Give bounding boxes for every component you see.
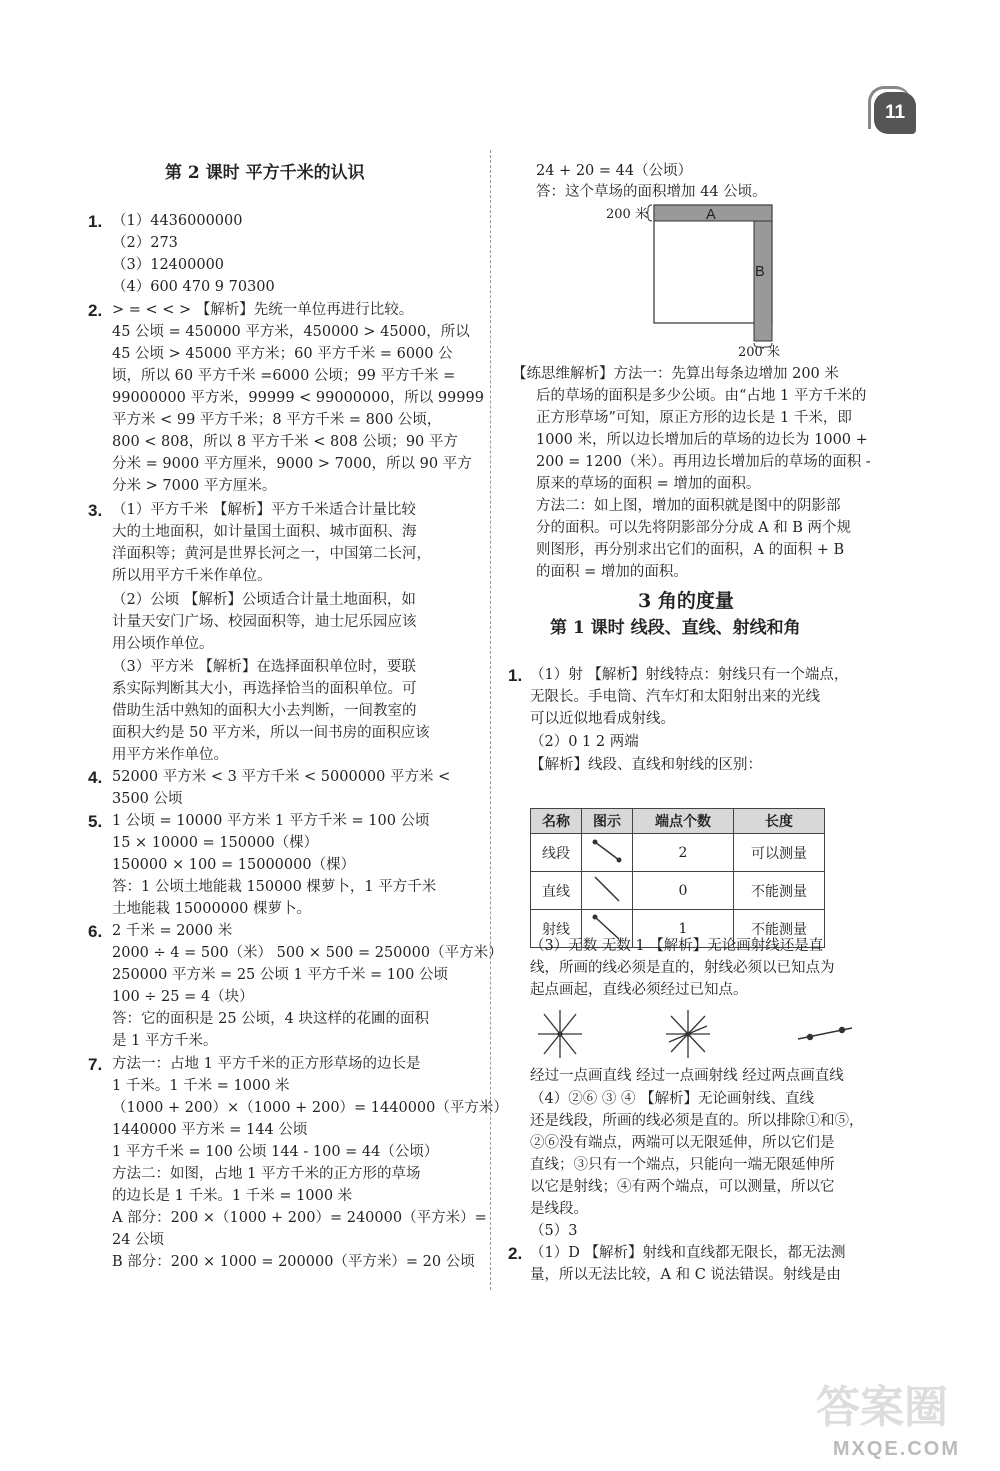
- row-length: 可以测量: [734, 834, 825, 872]
- q2-line: 平方米 < 99 平方千米；8 平方千米 = 800 公顷，: [112, 412, 442, 428]
- q7-line: 24 公顷: [112, 1232, 165, 1248]
- q6-number: 6.: [88, 922, 103, 941]
- r-q1-number: 1.: [508, 666, 523, 685]
- r-q1c-line: 直线；③只有一个端点，只能向一端无限延伸所: [530, 1157, 835, 1173]
- q5-line: 答：1 公顷土地能栽 150000 棵萝卜，1 平方千米: [112, 879, 437, 895]
- label-a: A: [706, 207, 716, 223]
- segment-illustration: [582, 834, 633, 872]
- analysis-line: 后的草场的面积是多少公顷。由“占地 1 平方千米的: [536, 388, 867, 404]
- q5-line: 土地能栽 15000000 棵萝卜。: [112, 901, 312, 917]
- q1-line: （2）273: [112, 235, 178, 251]
- q2-line: 45 公顷 > 45000 平方米；60 平方千米 = 6000 公: [112, 346, 453, 362]
- row-length: 不能测量: [734, 910, 825, 948]
- watermark-url: MXQE.COM: [832, 1438, 960, 1460]
- q7-line: 方法一：占地 1 平方千米的正方形草场的边长是: [112, 1056, 421, 1072]
- table-row: [531, 872, 825, 910]
- table-header: 端点个数: [633, 809, 734, 834]
- table-header: 长度: [734, 809, 825, 834]
- analysis-line: 正方形草场”可知，原正方形的边长是 1 千米，即: [536, 410, 852, 426]
- q7-line: 的边长是 1 千米。1 千米 = 1000 米: [112, 1188, 353, 1204]
- q7-line: 1 平方千米 = 100 公顷 144 - 100 = 44（公顷）: [112, 1144, 439, 1160]
- analysis-line: 的面积 = 增加的面积。: [536, 564, 688, 580]
- q5-line: 15 × 10000 = 150000（棵）: [112, 835, 319, 851]
- q7-line: 1 千米。1 千米 = 1000 米: [112, 1078, 290, 1094]
- r-q1c-line: ②⑥没有端点，两端可以无限延伸，所以它们是: [530, 1135, 835, 1151]
- q2-line: > = < < > 【解析】先统一单位再进行比较。: [112, 302, 414, 318]
- q4-line: 52000 平方米 < 3 平方千米 < 5000000 平方米 <: [112, 769, 451, 785]
- q3-line: 面积大约是 50 平方米，所以一间书房的面积应该: [112, 725, 430, 741]
- q5-number: 5.: [88, 812, 103, 831]
- q3-line: 洋面积等；黄河是世界长河之一，中国第二长河，: [112, 546, 431, 562]
- q2-line: 分米 = 9000 平方厘米，9000 > 7000，所以 90 平方: [112, 456, 472, 472]
- table-header: 图示: [582, 809, 633, 834]
- r-q1c-line: 以它是射线；④有两个端点，可以测量，所以它: [530, 1179, 835, 1195]
- q1-number: 1.: [88, 212, 103, 231]
- q2-line: 顷，所以 60 平方千米 =6000 公顷；99 平方千米 =: [112, 368, 456, 384]
- page-number: 11: [874, 92, 916, 134]
- q7-line: 1440000 平方米 = 144 公顷: [112, 1122, 308, 1138]
- r-q2-line: 量，所以无法比较，A 和 C 说法错误。射线是由: [530, 1267, 841, 1283]
- q3-line: （1）平方千米 【解析】平方千米适合计量比较: [112, 502, 416, 518]
- rays-from-one-point: [666, 1010, 710, 1058]
- r-q1b-line: （3）无数 无数 1 【解析】无论画射线还是直: [530, 938, 824, 954]
- row-count: 1: [633, 910, 734, 948]
- q3-line: （3）平方米 【解析】在选择面积单位时，要联: [112, 659, 416, 675]
- q7-line: B 部分：200 × 1000 = 200000（平方米）= 20 公顷: [112, 1254, 475, 1270]
- r-q1b-line: 线，所画的线必须是直的，射线必须以已知点为: [530, 960, 835, 976]
- illustration-caption: 经过一点画直线 经过一点画射线 经过两点画直线: [530, 1068, 844, 1084]
- r-q1-line: 无限长。手电筒、汽车灯和太阳射出来的光线: [530, 689, 820, 705]
- table-row: [531, 834, 825, 872]
- line-drawing-illustrations: [530, 1006, 870, 1066]
- line-illustration: [582, 872, 633, 910]
- q4-line: 3500 公顷: [112, 791, 183, 807]
- table-header-row: [531, 809, 825, 834]
- r-q2-number: 2.: [508, 1244, 523, 1263]
- r-q1-line: 可以近似地看成射线。: [530, 711, 675, 727]
- r-q1c-line: 是线段。: [530, 1201, 588, 1217]
- q6-line: 2000 ÷ 4 = 500（米） 500 × 500 = 250000（平方米）: [112, 945, 503, 961]
- q3-line: 系实际判断其大小，再选择恰当的面积单位。可: [112, 681, 417, 697]
- lesson-title: 第 1 课时 线段、直线、射线和角: [550, 618, 801, 638]
- q3-number: 3.: [88, 501, 103, 520]
- q2-line: 45 公顷 = 450000 平方米，450000 > 45000，所以: [112, 324, 470, 340]
- table-header: 名称: [531, 809, 582, 834]
- q5-line: 1 公顷 = 10000 平方米 1 平方千米 = 100 公顷: [112, 813, 430, 829]
- q5-line: 150000 × 100 = 15000000（棵）: [112, 857, 356, 873]
- analysis-line: 200 = 1200（米）。再用边长增加后的草场的面积 -: [536, 454, 871, 470]
- chapter-title: 3 角的度量: [638, 590, 734, 612]
- row-count: 0: [633, 872, 734, 910]
- q2-line: 99000000 平方米，99999 < 99000000，所以 99999: [112, 390, 484, 406]
- r-q1-line: 【解析】线段、直线和射线的区别：: [530, 757, 762, 773]
- row-count: 2: [633, 834, 734, 872]
- r-q1-line: （2）0 1 2 两端: [530, 734, 639, 750]
- column-divider: [490, 150, 491, 1290]
- q3-line: 所以用平方千米作单位。: [112, 568, 272, 584]
- row-name: 直线: [531, 872, 582, 910]
- q4-number: 4.: [88, 768, 103, 787]
- q3-line: 计量天安门广场、校园面积等，迪士尼乐园应该: [112, 614, 417, 630]
- q3-line: 用平方米作单位。: [112, 747, 228, 763]
- lesson-heading: 第 2 课时 平方千米的认识: [165, 163, 365, 183]
- q7-number: 7.: [88, 1055, 103, 1074]
- row-name: 射线: [531, 910, 582, 948]
- q6-line: 2 千米 = 2000 米: [112, 923, 233, 939]
- r-q1c-line: 还是线段，所画的线必须是直的。所以排除①和⑤，: [530, 1113, 864, 1129]
- lines-through-one-point: [538, 1010, 582, 1058]
- analysis-line: 分的面积。可以先将阴影部分分成 A 和 B 两个规: [536, 520, 852, 536]
- r-q1c-line: （4）②⑥ ③ ④ 【解析】无论画射线、直线: [530, 1091, 815, 1107]
- q3-line: 用公顷作单位。: [112, 636, 214, 652]
- q6-line: 答：它的面积是 25 公顷，4 块这样的花圃的面积: [112, 1011, 430, 1027]
- row-name: 线段: [531, 834, 582, 872]
- q2-line: 分米 > 7000 平方厘米。: [112, 478, 277, 494]
- analysis-line: 则图形，再分别求出它们的面积，A 的面积 + B: [536, 542, 845, 558]
- answer-line: 答：这个草场的面积增加 44 公顷。: [536, 184, 767, 200]
- label-b: B: [755, 264, 765, 280]
- calc-line: 24 + 20 = 44（公顷）: [536, 163, 693, 179]
- r-q1-line: （1）射 【解析】射线特点：射线只有一个端点，: [530, 667, 849, 683]
- watermark-logo: 答案圈: [816, 1382, 948, 1433]
- q1-line: （4）600 470 9 70300: [112, 279, 275, 295]
- q6-line: 是 1 平方千米。: [112, 1033, 218, 1049]
- r-q2-line: （1）D 【解析】射线和直线都无限长，都无法测: [530, 1245, 846, 1261]
- bottom-200m-label: 200 米: [738, 345, 780, 360]
- q7-line: （1000 + 200）×（1000 + 200）= 1440000（平方米）: [112, 1100, 508, 1116]
- r-q1b-line: 起点画起，直线必须经过已知点。: [530, 982, 748, 998]
- analysis-line: 1000 米，所以边长增加后的草场的边长为 1000 +: [536, 432, 868, 448]
- q3-line: 借助生活中熟知的面积大小去判断，一间教室的: [112, 703, 417, 719]
- q6-line: 100 ÷ 25 = 4（块）: [112, 989, 254, 1005]
- q1-line: （1）4436000000: [112, 213, 243, 229]
- q1-line: （3）12400000: [112, 257, 225, 273]
- analysis-line: 方法二：如上图，增加的面积就是图中的阴影部: [536, 498, 841, 514]
- q6-line: 250000 平方米 = 25 公顷 1 平方千米 = 100 公顷: [112, 967, 448, 983]
- row-length: 不能测量: [734, 872, 825, 910]
- q3-line: 大的土地面积，如计量国土面积、城市面积、海: [112, 524, 417, 540]
- line-through-two-points: [798, 1028, 852, 1040]
- q7-line: A 部分：200 ×（1000 + 200）= 240000（平方米）=: [112, 1210, 487, 1226]
- q7-line: 方法二：如图，占地 1 平方千米的正方形的草场: [112, 1166, 421, 1182]
- q2-line: 800 < 808，所以 8 平方千米 < 808 公顷；90 平方: [112, 434, 458, 450]
- q3-line: （2）公顷 【解析】公顷适合计量土地面积，如: [112, 592, 416, 608]
- top-200m-label: 200 米: [606, 207, 648, 222]
- line-comparison-table: [530, 808, 825, 948]
- r-q1c-line: （5）3: [530, 1223, 578, 1239]
- analysis-line: 原来的草场的面积 = 增加的面积。: [536, 476, 761, 492]
- q2-number: 2.: [88, 301, 103, 320]
- analysis-line: 【练思维解析】方法一：先算出每条边增加 200 米: [512, 366, 839, 382]
